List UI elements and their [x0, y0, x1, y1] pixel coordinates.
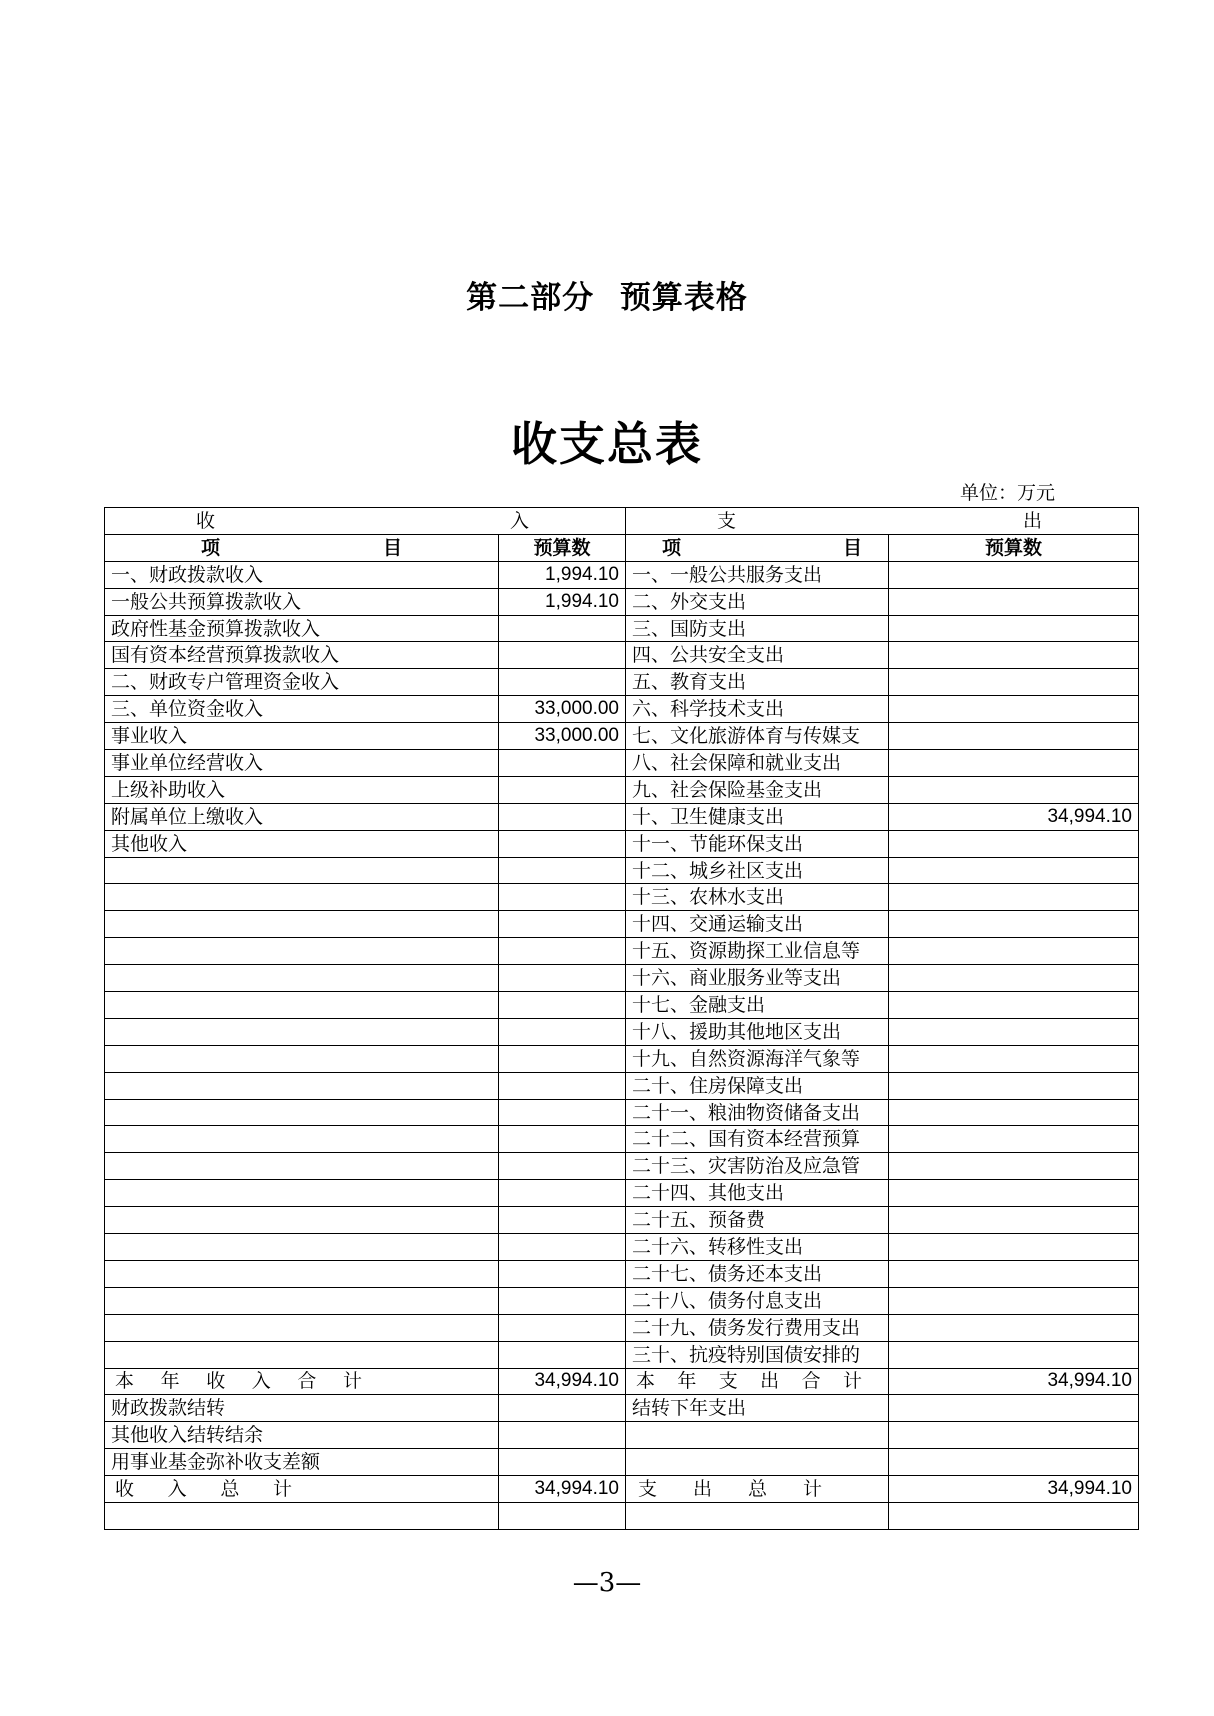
- income-grand-total-value: 34,994.10: [499, 1476, 626, 1503]
- income-grand-total-label: [105, 1476, 499, 1503]
- expense-value: [889, 1072, 1139, 1099]
- table-row: [105, 1422, 1139, 1449]
- income-item: 附属单位上缴收入: [105, 803, 499, 830]
- income-value: [499, 1180, 626, 1207]
- empty-row: [105, 1502, 1139, 1529]
- expense-value: [889, 1449, 1139, 1476]
- income-value: 33,000.00: [499, 723, 626, 750]
- year-expense-total-label: [626, 1368, 889, 1395]
- income-item: [105, 992, 499, 1019]
- expense-item: 六、科学技术支出: [626, 696, 889, 723]
- top-header-row: [105, 508, 1139, 535]
- income-header: [105, 508, 626, 535]
- table-row: [105, 938, 1139, 965]
- year-income-total-label-char: 年: [160, 1370, 180, 1393]
- income-value: [499, 830, 626, 857]
- expense-value: [889, 776, 1139, 803]
- expense-value: [889, 992, 1139, 1019]
- year-income-total-label-char: 合: [297, 1370, 317, 1393]
- expense-header: [626, 508, 1139, 535]
- expense-item: 二十九、债务发行费用支出: [626, 1314, 889, 1341]
- income-item: 财政拨款结转: [105, 1395, 499, 1422]
- year-expense-total-label-char: 支: [718, 1370, 738, 1393]
- expense-value: [889, 1422, 1139, 1449]
- income-item: 上级补助收入: [105, 776, 499, 803]
- income-value: [499, 1449, 626, 1476]
- expense-value: [889, 642, 1139, 669]
- expense-value: [889, 1153, 1139, 1180]
- expense-item: 七、文化旅游体育与传媒支: [626, 723, 889, 750]
- income-item: [105, 1207, 499, 1234]
- income-item: [105, 857, 499, 884]
- unit-label: 单位：万元: [960, 482, 1056, 504]
- year-expense-total-label-char: 年: [677, 1370, 697, 1393]
- table-row: [105, 1045, 1139, 1072]
- income-item: 政府性基金预算拨款收入: [105, 615, 499, 642]
- income-item: [105, 1234, 499, 1261]
- expense-value: [889, 615, 1139, 642]
- expense-value: 34,994.10: [889, 803, 1139, 830]
- budget-summary-table: [104, 507, 1139, 1530]
- expense-value: [889, 1234, 1139, 1261]
- table-row: [105, 803, 1139, 830]
- income-value: [499, 1045, 626, 1072]
- expense-value: [889, 911, 1139, 938]
- expense-value: [889, 1287, 1139, 1314]
- expense-value: [889, 1207, 1139, 1234]
- expense-item: 十六、商业服务业等支出: [626, 965, 889, 992]
- income-value: [499, 884, 626, 911]
- table-row: [105, 857, 1139, 884]
- income-value: [499, 1207, 626, 1234]
- income-header-char-1: 收: [196, 509, 216, 532]
- table-row: [105, 642, 1139, 669]
- income-item: 其他收入结转结余: [105, 1422, 499, 1449]
- income-item: [105, 1287, 499, 1314]
- income-item: 一般公共预算拨款收入: [105, 588, 499, 615]
- income-grand-total-label-char: 入: [167, 1478, 187, 1500]
- expense-item: 二、外交支出: [626, 588, 889, 615]
- expense-item: 十七、金融支出: [626, 992, 889, 1019]
- income-item: [105, 911, 499, 938]
- income-item: [105, 1072, 499, 1099]
- year-income-total-label-char: 本: [115, 1370, 135, 1393]
- income-item: 用事业基金弥补收支差额: [105, 1449, 499, 1476]
- expense-item: 二十、住房保障支出: [626, 1072, 889, 1099]
- budget-header: 预算数: [499, 534, 626, 561]
- table-row: [105, 911, 1139, 938]
- year-expense-total-label-char: 本: [636, 1370, 656, 1393]
- income-value: [499, 938, 626, 965]
- income-value: [499, 992, 626, 1019]
- expense-item: [626, 1422, 889, 1449]
- expense-value: [889, 1126, 1139, 1153]
- expense-item: 十、卫生健康支出: [626, 803, 889, 830]
- year-income-total-label-char: 入: [251, 1370, 271, 1393]
- table-row: [105, 776, 1139, 803]
- grand-total-row: [105, 1476, 1139, 1503]
- expense-value: [889, 1099, 1139, 1126]
- expense-item: 二十八、债务付息支出: [626, 1287, 889, 1314]
- table-row: [105, 1018, 1139, 1045]
- expense-value: [889, 696, 1139, 723]
- page-number: —3—: [572, 1568, 642, 1598]
- table-row: [105, 1207, 1139, 1234]
- income-value: 33,000.00: [499, 696, 626, 723]
- income-header-char-2: 入: [509, 509, 529, 532]
- income-value: [499, 1153, 626, 1180]
- income-item: [105, 1314, 499, 1341]
- table-row: [105, 1234, 1139, 1261]
- income-grand-total-label-char: 收: [115, 1478, 135, 1500]
- table-row: [105, 1449, 1139, 1476]
- income-item: [105, 938, 499, 965]
- empty-cell: [626, 1502, 889, 1529]
- table-row: [105, 830, 1139, 857]
- empty-cell: [889, 1502, 1139, 1529]
- income-value: [499, 857, 626, 884]
- income-value: [499, 750, 626, 777]
- expense-item: 十一、节能环保支出: [626, 830, 889, 857]
- expense-value: [889, 1260, 1139, 1287]
- expense-value: [889, 588, 1139, 615]
- item-header-char-2: 目: [382, 536, 402, 559]
- table-row: [105, 750, 1139, 777]
- expense-value: [889, 723, 1139, 750]
- income-item: 三、单位资金收入: [105, 696, 499, 723]
- expense-header-char-2: 出: [1022, 509, 1042, 532]
- expense-item: 二十一、粮油物资储备支出: [626, 1099, 889, 1126]
- expense-value: [889, 830, 1139, 857]
- expense-grand-total-value: 34,994.10: [889, 1476, 1139, 1503]
- expense-item: 结转下年支出: [626, 1395, 889, 1422]
- table-row: [105, 723, 1139, 750]
- expense-value: [889, 1180, 1139, 1207]
- column-header-row: [105, 534, 1139, 561]
- expense-value: [889, 1341, 1139, 1368]
- income-value: [499, 803, 626, 830]
- income-item: 一、财政拨款收入: [105, 561, 499, 588]
- expense-value: [889, 669, 1139, 696]
- year-income-total-label: [105, 1368, 499, 1395]
- expense-item: 二十三、灾害防治及应急管: [626, 1153, 889, 1180]
- table-row: [105, 992, 1139, 1019]
- expense-value: [889, 965, 1139, 992]
- income-value: [499, 1072, 626, 1099]
- income-value: [499, 669, 626, 696]
- expense-item: 五、教育支出: [626, 669, 889, 696]
- income-item: [105, 1341, 499, 1368]
- table-row: [105, 696, 1139, 723]
- income-item: 二、财政专户管理资金收入: [105, 669, 499, 696]
- expense-item: 十四、交通运输支出: [626, 911, 889, 938]
- expense-value: [889, 1314, 1139, 1341]
- income-value: [499, 1234, 626, 1261]
- income-grand-total-label-char: 计: [272, 1478, 292, 1500]
- expense-item: 十九、自然资源海洋气象等: [626, 1045, 889, 1072]
- income-item: [105, 884, 499, 911]
- year-expense-total-label-char: 合: [801, 1370, 821, 1393]
- year-income-total-label-char: 计: [342, 1370, 362, 1393]
- empty-cell: [499, 1502, 626, 1529]
- expense-item: 十三、农林水支出: [626, 884, 889, 911]
- table-row: [105, 615, 1139, 642]
- table-row: [105, 588, 1139, 615]
- income-value: [499, 1126, 626, 1153]
- expense-value: [889, 1045, 1139, 1072]
- expense-item: 二十四、其他支出: [626, 1180, 889, 1207]
- income-item: [105, 1018, 499, 1045]
- income-item: [105, 1180, 499, 1207]
- expense-value: [889, 1395, 1139, 1422]
- table-row: [105, 561, 1139, 588]
- income-value: [499, 642, 626, 669]
- expense-grand-total-label-char: 支: [638, 1478, 658, 1500]
- table-row: [105, 1341, 1139, 1368]
- expense-header-char-1: 支: [717, 509, 737, 532]
- empty-cell: [105, 1502, 499, 1529]
- item-header-2-char-2: 目: [842, 536, 862, 559]
- expense-grand-total-label-char: 计: [802, 1478, 822, 1500]
- expense-item: 三、国防支出: [626, 615, 889, 642]
- expense-grand-total-label: [626, 1476, 889, 1503]
- year-expense-total-label-char: 出: [760, 1370, 780, 1393]
- expense-item: 二十二、国有资本经营预算: [626, 1126, 889, 1153]
- expense-grand-total-label-char: 总: [747, 1478, 767, 1500]
- income-value: [499, 965, 626, 992]
- income-value: [499, 615, 626, 642]
- table-row: [105, 1153, 1139, 1180]
- year-income-total-value: 34,994.10: [499, 1368, 626, 1395]
- expense-item: 一、一般公共服务支出: [626, 561, 889, 588]
- year-total-row: [105, 1368, 1139, 1395]
- table-row: [105, 1260, 1139, 1287]
- item-header-2: [626, 534, 889, 561]
- income-item: [105, 1099, 499, 1126]
- year-income-total-label-char: 收: [206, 1370, 226, 1393]
- table-row: [105, 1287, 1139, 1314]
- income-item: [105, 1153, 499, 1180]
- expense-value: [889, 857, 1139, 884]
- table-row: [105, 1126, 1139, 1153]
- expense-grand-total-label-char: 出: [692, 1478, 712, 1500]
- expense-item: 二十五、预备费: [626, 1207, 889, 1234]
- table-row: [105, 1395, 1139, 1422]
- expense-item: 九、社会保险基金支出: [626, 776, 889, 803]
- table-row: [105, 1180, 1139, 1207]
- table-row: [105, 1072, 1139, 1099]
- item-header: [105, 534, 499, 561]
- table-title: 收支总表: [511, 417, 703, 471]
- table-row: [105, 884, 1139, 911]
- expense-item: 十二、城乡社区支出: [626, 857, 889, 884]
- income-value: [499, 1395, 626, 1422]
- item-header-char-1: 项: [201, 536, 221, 559]
- expense-value: [889, 884, 1139, 911]
- expense-value: [889, 938, 1139, 965]
- income-value: [499, 1018, 626, 1045]
- item-header-2-char-1: 项: [662, 536, 682, 559]
- income-value: 1,994.10: [499, 588, 626, 615]
- table-row: [105, 1314, 1139, 1341]
- expense-item: 二十七、债务还本支出: [626, 1260, 889, 1287]
- expense-item: 三十、抗疫特别国债安排的: [626, 1341, 889, 1368]
- expense-item: 十五、资源勘探工业信息等: [626, 938, 889, 965]
- expense-value: [889, 1018, 1139, 1045]
- income-value: 1,994.10: [499, 561, 626, 588]
- budget-header-2: 预算数: [889, 534, 1139, 561]
- expense-value: [889, 561, 1139, 588]
- income-value: [499, 1422, 626, 1449]
- expense-item: [626, 1449, 889, 1476]
- income-value: [499, 1341, 626, 1368]
- income-value: [499, 911, 626, 938]
- income-item: [105, 1126, 499, 1153]
- expense-value: [889, 750, 1139, 777]
- income-item: 国有资本经营预算拨款收入: [105, 642, 499, 669]
- part-title: 第二部分 预算表格: [466, 280, 748, 316]
- table-row: [105, 669, 1139, 696]
- expense-item: 四、公共安全支出: [626, 642, 889, 669]
- table-row: [105, 1099, 1139, 1126]
- expense-item: 十八、援助其他地区支出: [626, 1018, 889, 1045]
- income-value: [499, 1099, 626, 1126]
- income-item: 事业单位经营收入: [105, 750, 499, 777]
- income-value: [499, 1287, 626, 1314]
- expense-item: 八、社会保障和就业支出: [626, 750, 889, 777]
- income-grand-total-label-char: 总: [220, 1478, 240, 1500]
- income-value: [499, 776, 626, 803]
- income-value: [499, 1314, 626, 1341]
- year-expense-total-value: 34,994.10: [889, 1368, 1139, 1395]
- income-item: 事业收入: [105, 723, 499, 750]
- income-value: [499, 1260, 626, 1287]
- year-expense-total-label-char: 计: [842, 1370, 862, 1393]
- income-item: [105, 1260, 499, 1287]
- income-item: 其他收入: [105, 830, 499, 857]
- income-item: [105, 1045, 499, 1072]
- income-item: [105, 965, 499, 992]
- expense-item: 二十六、转移性支出: [626, 1234, 889, 1261]
- table-row: [105, 965, 1139, 992]
